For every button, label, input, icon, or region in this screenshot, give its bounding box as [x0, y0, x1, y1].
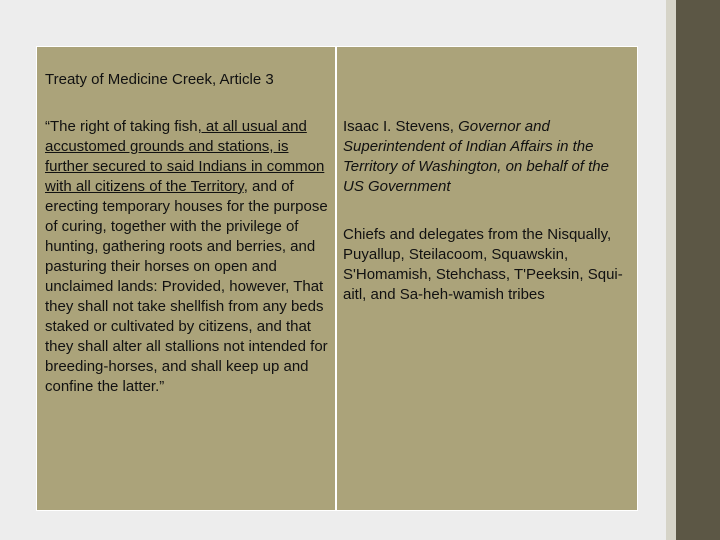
quote-opening: “The right of taking fish [45, 118, 198, 135]
quote-underlined-phrase: , at all usual and accustomed grounds and stations, is further secured to said Indians in common with all citizens of the Territory [45, 118, 325, 195]
accent-band [676, 0, 720, 540]
treaty-table [36, 46, 638, 511]
tribal-party: Chiefs and delegates from the Nisqually, Puyallup, Steilacoom, Squawskin, S'Homamish, Stehchass, T'Peeksin, Squi-aitl, and Sa-heh-wamish tribes [343, 226, 623, 303]
party-role: Governor and Superintendent of Indian Affairs in the Territory of Washington, on behalf of the US Government [343, 118, 609, 195]
us-government-party [343, 117, 633, 197]
quote-remainder: , and of erecting temporary houses for the purpose of curing, together with the privilege of hunting, gathering roots and berries, and pasturing their horses on open and unclaimed lands: Provided, however, That they shall not take shellfish from any beds staked or cultivated by citizens, and that they shall alter all stallions not intended for breeding-horses, and shall keep up and confine the latter.” [45, 178, 328, 395]
column-divider [335, 47, 337, 510]
table-title: Treaty of Medicine Creek, Article 3 [45, 71, 274, 88]
party-name: Isaac I. Stevens, [343, 118, 459, 135]
article-quote [45, 117, 335, 397]
accent-band-light [666, 0, 676, 540]
